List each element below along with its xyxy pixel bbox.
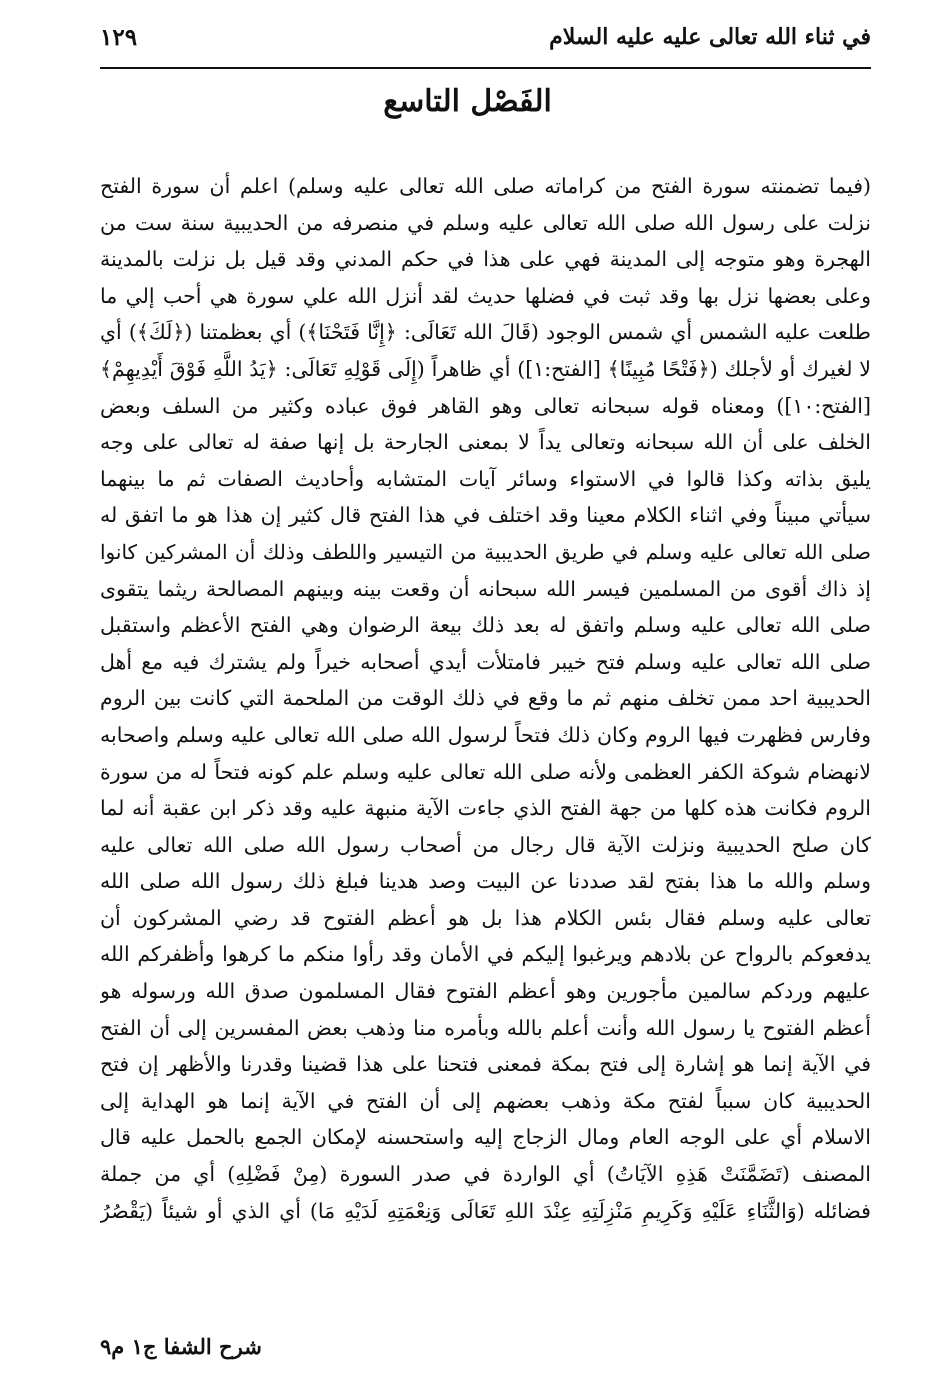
text-line: عليهم وردكم سالمين مأجورين وهو أعظم الفتوح فقال المسلمون صدق الله ورسوله هو — [100, 979, 871, 1004]
text-line: المصنف (تَضَمَّنَتْ هَذِهِ الآيَاتُ) أي الواردة في صدر السورة (مِنْ فَضْلِهِ) أي من جملة — [100, 1162, 871, 1187]
text-line: يدفعوكم بالرواح عن بلادهم ويرغبوا إليكم في الأمان وقد رأوا منكم ما كرهوا وأظفركم الله — [100, 942, 871, 967]
text-line: وسلم والله ما هذا بفتح لقد صددنا عن البيت وصد هدينا فبلغ ذلك رسول الله صلى الله — [100, 869, 871, 894]
text-line: يليق بذاته وكذا قالوا في الاستواء وسائر آيات المتشابه وأحاديث الصفات ثم ما بينهما — [100, 466, 871, 491]
body-text — [100, 168, 871, 1229]
text-line: صلى الله تعالى عليه وسلم فتح خيبر فامتلأت أيدي أصحابه خيراً ولم يشترك فيه مع أهل — [100, 649, 871, 674]
text-line: الهجرة وهو متوجه إلى المدينة فهي على هذا في حكم المدني وقد قيل بل نزلت بالمدينة — [100, 247, 871, 272]
text-line: صلى الله تعالى عليه وسلم في طريق الحديبية من التيسير واللطف وذلك أن المشركين كانوا — [100, 539, 871, 564]
text-line: صلى الله تعالى عليه وسلم واتفق له بعد ذلك بيعة الرضوان وهي الفتح الأعظم واستقبل — [100, 613, 871, 638]
page-header — [100, 24, 871, 60]
text-line: لا لغيرك أو لأجلك (﴿فَتْحًا مُبِينًا﴾ [الفتح:١]) أي ظاهراً (إِلَى قَوْلِهِ تَعَالَى: ﴿يَدُ اللَّهِ فَوْقَ أَيْدِيهِمْ﴾ — [100, 356, 871, 381]
text-line: أعظم الفتوح يا رسول الله وأنت أعلم بالله وبأمره منا وذهب بعض المفسرين إلى أن الفتح — [100, 1015, 871, 1040]
text-line: إذ ذاك أقوى من المسلمين فيسر الله سبحانه أن وقعت بينه وبينهم المصالحة ريثما يتقوى — [100, 576, 871, 601]
text-line: وفارس فظهرت فيها الروم وكان ذلك فتحاً لرسول الله صلى الله تعالى عليه وسلم واصحابه — [100, 722, 871, 747]
text-line: [الفتح:١٠]) ومعناه قوله سبحانه تعالى وهو القاهر فوق عباده وكثير من السلف وبعض — [100, 393, 871, 418]
text-line: كان صلح الحديبية ونزلت الآية قال رجال من أصحاب رسول الله صلى الله تعالى عليه — [100, 832, 871, 857]
footer-signature: شرح الشفا ج١ م٩ — [100, 1334, 262, 1359]
page-number: ١٢٩ — [100, 24, 138, 51]
text-line: في الآية إنما هو إشارة إلى فتح بمكة فمعنى فتحنا على هذا قضينا وقدرنا والأظهر إن فتح — [100, 1052, 871, 1077]
text-line: الحديبية كان سبباً لفتح مكة وذهب بعضهم إلى أن الفتح في الآية إنما هو الهداية إلى — [100, 1088, 871, 1113]
text-line: لانهضام شوكة الكفر العظمى ولأنه صلى الله تعالى عليه وسلم علم كونه فتحاً له من سورة — [100, 759, 871, 784]
text-line: سيأتي مبيناً وفي اثناء الكلام معينا وقد اختلف في هذا الفتح قال كثير إن هذا هو ما اتفق له — [100, 503, 871, 528]
text-line: الاسلام أي على الوجه العام ومال الزجاج إليه واستحسنه لإمكان الجمع بالحمل عليه قال — [100, 1125, 871, 1150]
running-head: في ثناء الله تعالى عليه عليه السلام — [549, 24, 871, 50]
text-line: الروم فكانت هذه كلها من جهة الفتح الذي جاءت الآية منبهة عليه وقد ذكر ابن عقبة أنه لما — [100, 796, 871, 821]
text-line: طلعت عليه الشمس أي شمس الوجود (قَالَ الله تَعَالَى: ﴿إِنَّا فَتَحْنَا﴾) أي بعظمتنا (﴿لَكَ﴾) أي — [100, 320, 871, 345]
text-line: (فيما تضمنته سورة الفتح من كراماته صلى الله تعالى عليه وسلم) اعلم أن سورة الفتح — [100, 174, 871, 198]
text-line: الحديبية احد ممن تخلف منهم ثم ما وقع في ذلك الوقت من الملحمة التي كانت بين الروم — [100, 686, 871, 711]
text-line: وعلى بعضها نزل بها وقد ثبت في فضلها حديث لقد أنزل الله علي سورة هي أحب إلي ما — [100, 283, 871, 308]
text-line: نزلت على رسول الله صلى الله تعالى عليه وسلم في منصرفه من الحديبية سنة ست من — [100, 210, 871, 235]
header-rule — [100, 67, 871, 69]
chapter-title: الفَصْل التاسع — [383, 84, 552, 119]
text-line: فضائله (وَالثَّنَاءِ عَلَيْهِ وَكَرِيمِ مَنْزِلَتِهِ عِنْدَ اللهِ تَعَالَى وَنِعْمَتِهِ لَدَيْهِ مَا) أي الذي أو شيئاً (يَقْصُرُ — [100, 1198, 871, 1223]
text-line: تعالى عليه وسلم فقال بئس الكلام هذا بل هو أعظم الفتوح قد رضي المشركون أن — [100, 905, 871, 930]
text-line: الخلف على أن الله سبحانه وتعالى يداً لا بمعنى الجارحة بل إنها صفة له تعالى على وجه — [100, 430, 871, 455]
